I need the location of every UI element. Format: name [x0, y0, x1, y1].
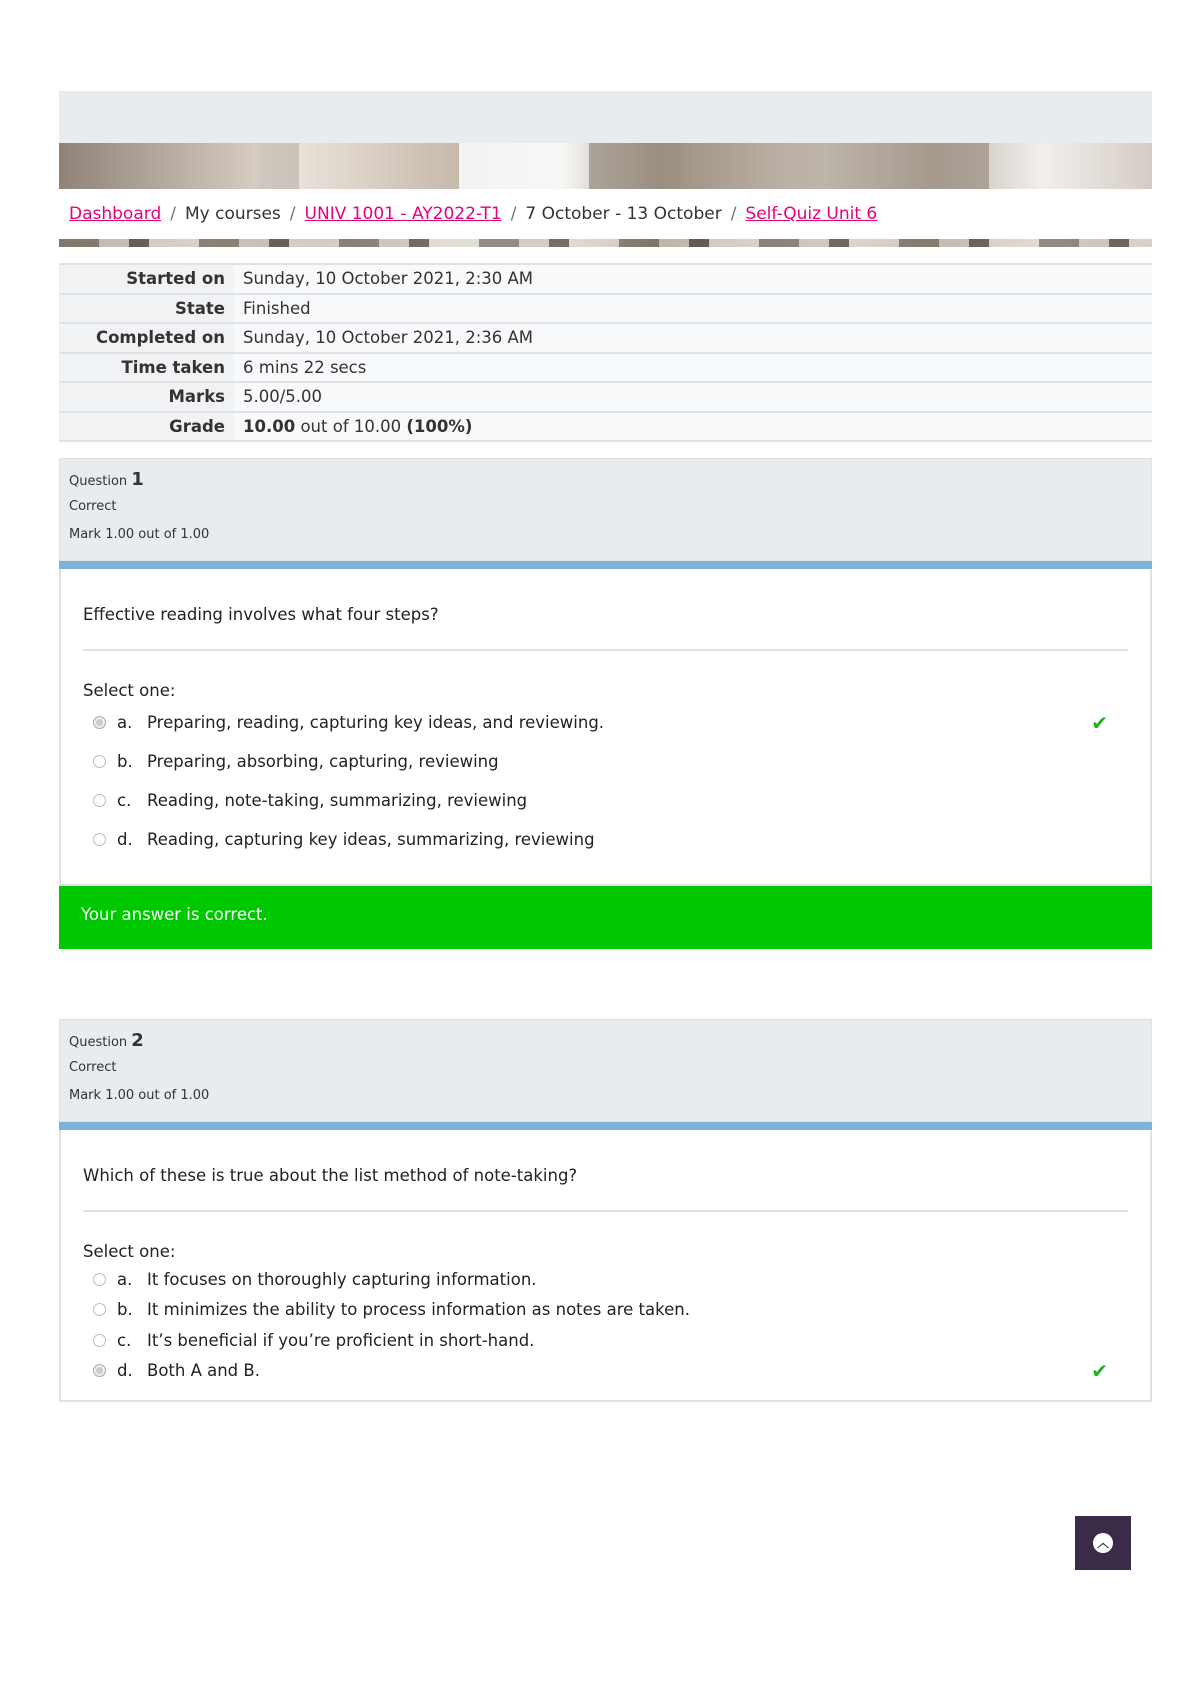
breadcrumb-quiz-link[interactable]: Self-Quiz Unit 6: [745, 204, 878, 224]
question-mark: Mark 1.00 out of 1.00: [69, 1088, 210, 1103]
check-icon: ✔: [1091, 1358, 1108, 1383]
grade-value: [234, 413, 1152, 441]
answer-option-b[interactable]: [83, 1295, 1128, 1326]
radio-button[interactable]: [93, 833, 106, 846]
option-letter: d.: [117, 1361, 133, 1381]
option-text: It focuses on thoroughly capturing information.: [147, 1269, 537, 1289]
radio-button-selected[interactable]: [93, 716, 106, 729]
option-letter: c.: [117, 791, 132, 810]
option-letter: a.: [117, 1269, 133, 1289]
breadcrumb-week: 7 October - 13 October: [525, 204, 722, 224]
breadcrumb-separator: /: [510, 204, 517, 224]
summary-row-grade: [59, 413, 1152, 443]
radio-button[interactable]: [93, 1334, 106, 1347]
breadcrumb: [59, 189, 1152, 239]
option-text: Reading, note-taking, summarizing, reviewing: [147, 791, 528, 810]
grade-out-of: out of 10.00: [300, 416, 402, 436]
breadcrumb-dashboard-link[interactable]: Dashboard: [69, 204, 162, 224]
answer-option-a[interactable]: [83, 703, 1128, 742]
summary-row-marks: [59, 383, 1152, 413]
question-state: Correct: [69, 1060, 117, 1075]
answer-option-d[interactable]: [83, 820, 1128, 859]
answer-options: [83, 703, 1128, 884]
question-number: [69, 1030, 1142, 1051]
summary-row-time-taken: [59, 354, 1152, 384]
question-accent-bar: [59, 1122, 1152, 1130]
summary-value: Sunday, 10 October 2021, 2:36 AM: [234, 324, 1152, 352]
summary-value: 5.00/5.00: [234, 383, 1152, 411]
answer-option-d[interactable]: [83, 1356, 1128, 1387]
summary-row-started: [59, 265, 1152, 295]
summary-label: Completed on: [59, 324, 234, 352]
question-number-value: 2: [131, 1030, 144, 1051]
option-letter: a.: [117, 713, 133, 732]
question-2: [59, 1019, 1152, 1402]
check-icon: ✔: [1091, 710, 1108, 735]
question-info: [59, 1019, 1152, 1122]
question-prefix: Question: [69, 474, 128, 489]
breadcrumb-separator: /: [289, 204, 296, 224]
option-text: It’s beneficial if you’re proficient in short-hand.: [147, 1330, 535, 1350]
radio-button[interactable]: [93, 1303, 106, 1316]
summary-label: Marks: [59, 383, 234, 411]
radio-button-selected[interactable]: [93, 1364, 106, 1377]
option-letter: c.: [117, 1330, 132, 1350]
question-number: [69, 469, 1142, 490]
grade-percent: (100%): [406, 416, 473, 436]
answer-option-c[interactable]: [83, 1325, 1128, 1356]
chevron-up-circle-icon: ︿: [1093, 1533, 1113, 1553]
question-number-value: 1: [131, 469, 144, 490]
back-to-top-button[interactable]: [1075, 1516, 1131, 1570]
question-1: [59, 458, 1152, 949]
attempt-summary-table: [59, 263, 1152, 442]
option-letter: b.: [117, 1300, 133, 1320]
question-content: [59, 569, 1152, 886]
course-header-banner: [59, 143, 1152, 247]
question-accent-bar: [59, 561, 1152, 569]
summary-row-completed: [59, 324, 1152, 354]
breadcrumb-separator: /: [170, 204, 176, 224]
select-one-prompt: Select one:: [83, 1242, 176, 1261]
question-state: Correct: [69, 499, 117, 514]
breadcrumb-separator: /: [730, 204, 737, 224]
question-prefix: Question: [69, 1035, 128, 1050]
option-text: Preparing, reading, capturing key ideas, and reviewing.: [147, 713, 605, 732]
radio-button[interactable]: [93, 1273, 106, 1286]
select-one-prompt: Select one:: [83, 681, 176, 700]
summary-label: Time taken: [59, 354, 234, 382]
summary-value: Sunday, 10 October 2021, 2:30 AM: [234, 265, 1152, 293]
summary-row-state: [59, 295, 1152, 325]
option-text: Reading, capturing key ideas, summarizing, reviewing: [147, 830, 595, 849]
option-letter: d.: [117, 830, 133, 849]
radio-button[interactable]: [93, 794, 106, 807]
feedback-correct-banner: Your answer is correct.: [59, 886, 1152, 949]
answer-options: [83, 1264, 1128, 1400]
question-mark: Mark 1.00 out of 1.00: [69, 527, 210, 542]
option-text: Both A and B.: [147, 1361, 260, 1381]
breadcrumb-my-courses: My courses: [184, 204, 281, 224]
option-text: It minimizes the ability to process information as notes are taken.: [147, 1300, 690, 1320]
summary-value: 6 mins 22 secs: [234, 354, 1152, 382]
option-text: Preparing, absorbing, capturing, reviewing: [147, 752, 499, 771]
breadcrumb-course-link[interactable]: UNIV 1001 - AY2022-T1: [304, 204, 502, 224]
answer-option-c[interactable]: [83, 781, 1128, 820]
question-text: Which of these is true about the list method of note-taking?: [83, 1130, 1128, 1212]
quiz-review-page: [59, 91, 1152, 1402]
summary-label: State: [59, 295, 234, 323]
summary-value: Finished: [234, 295, 1152, 323]
summary-label: Grade: [59, 413, 234, 441]
answer-option-b[interactable]: [83, 742, 1128, 781]
radio-button[interactable]: [93, 755, 106, 768]
option-letter: b.: [117, 752, 133, 771]
top-navbar: [59, 91, 1152, 143]
question-content: [59, 1130, 1152, 1402]
grade-score: 10.00: [243, 416, 296, 436]
summary-label: Started on: [59, 265, 234, 293]
question-text: Effective reading involves what four steps?: [83, 569, 1128, 651]
answer-option-a[interactable]: [83, 1264, 1128, 1295]
question-info: [59, 458, 1152, 561]
